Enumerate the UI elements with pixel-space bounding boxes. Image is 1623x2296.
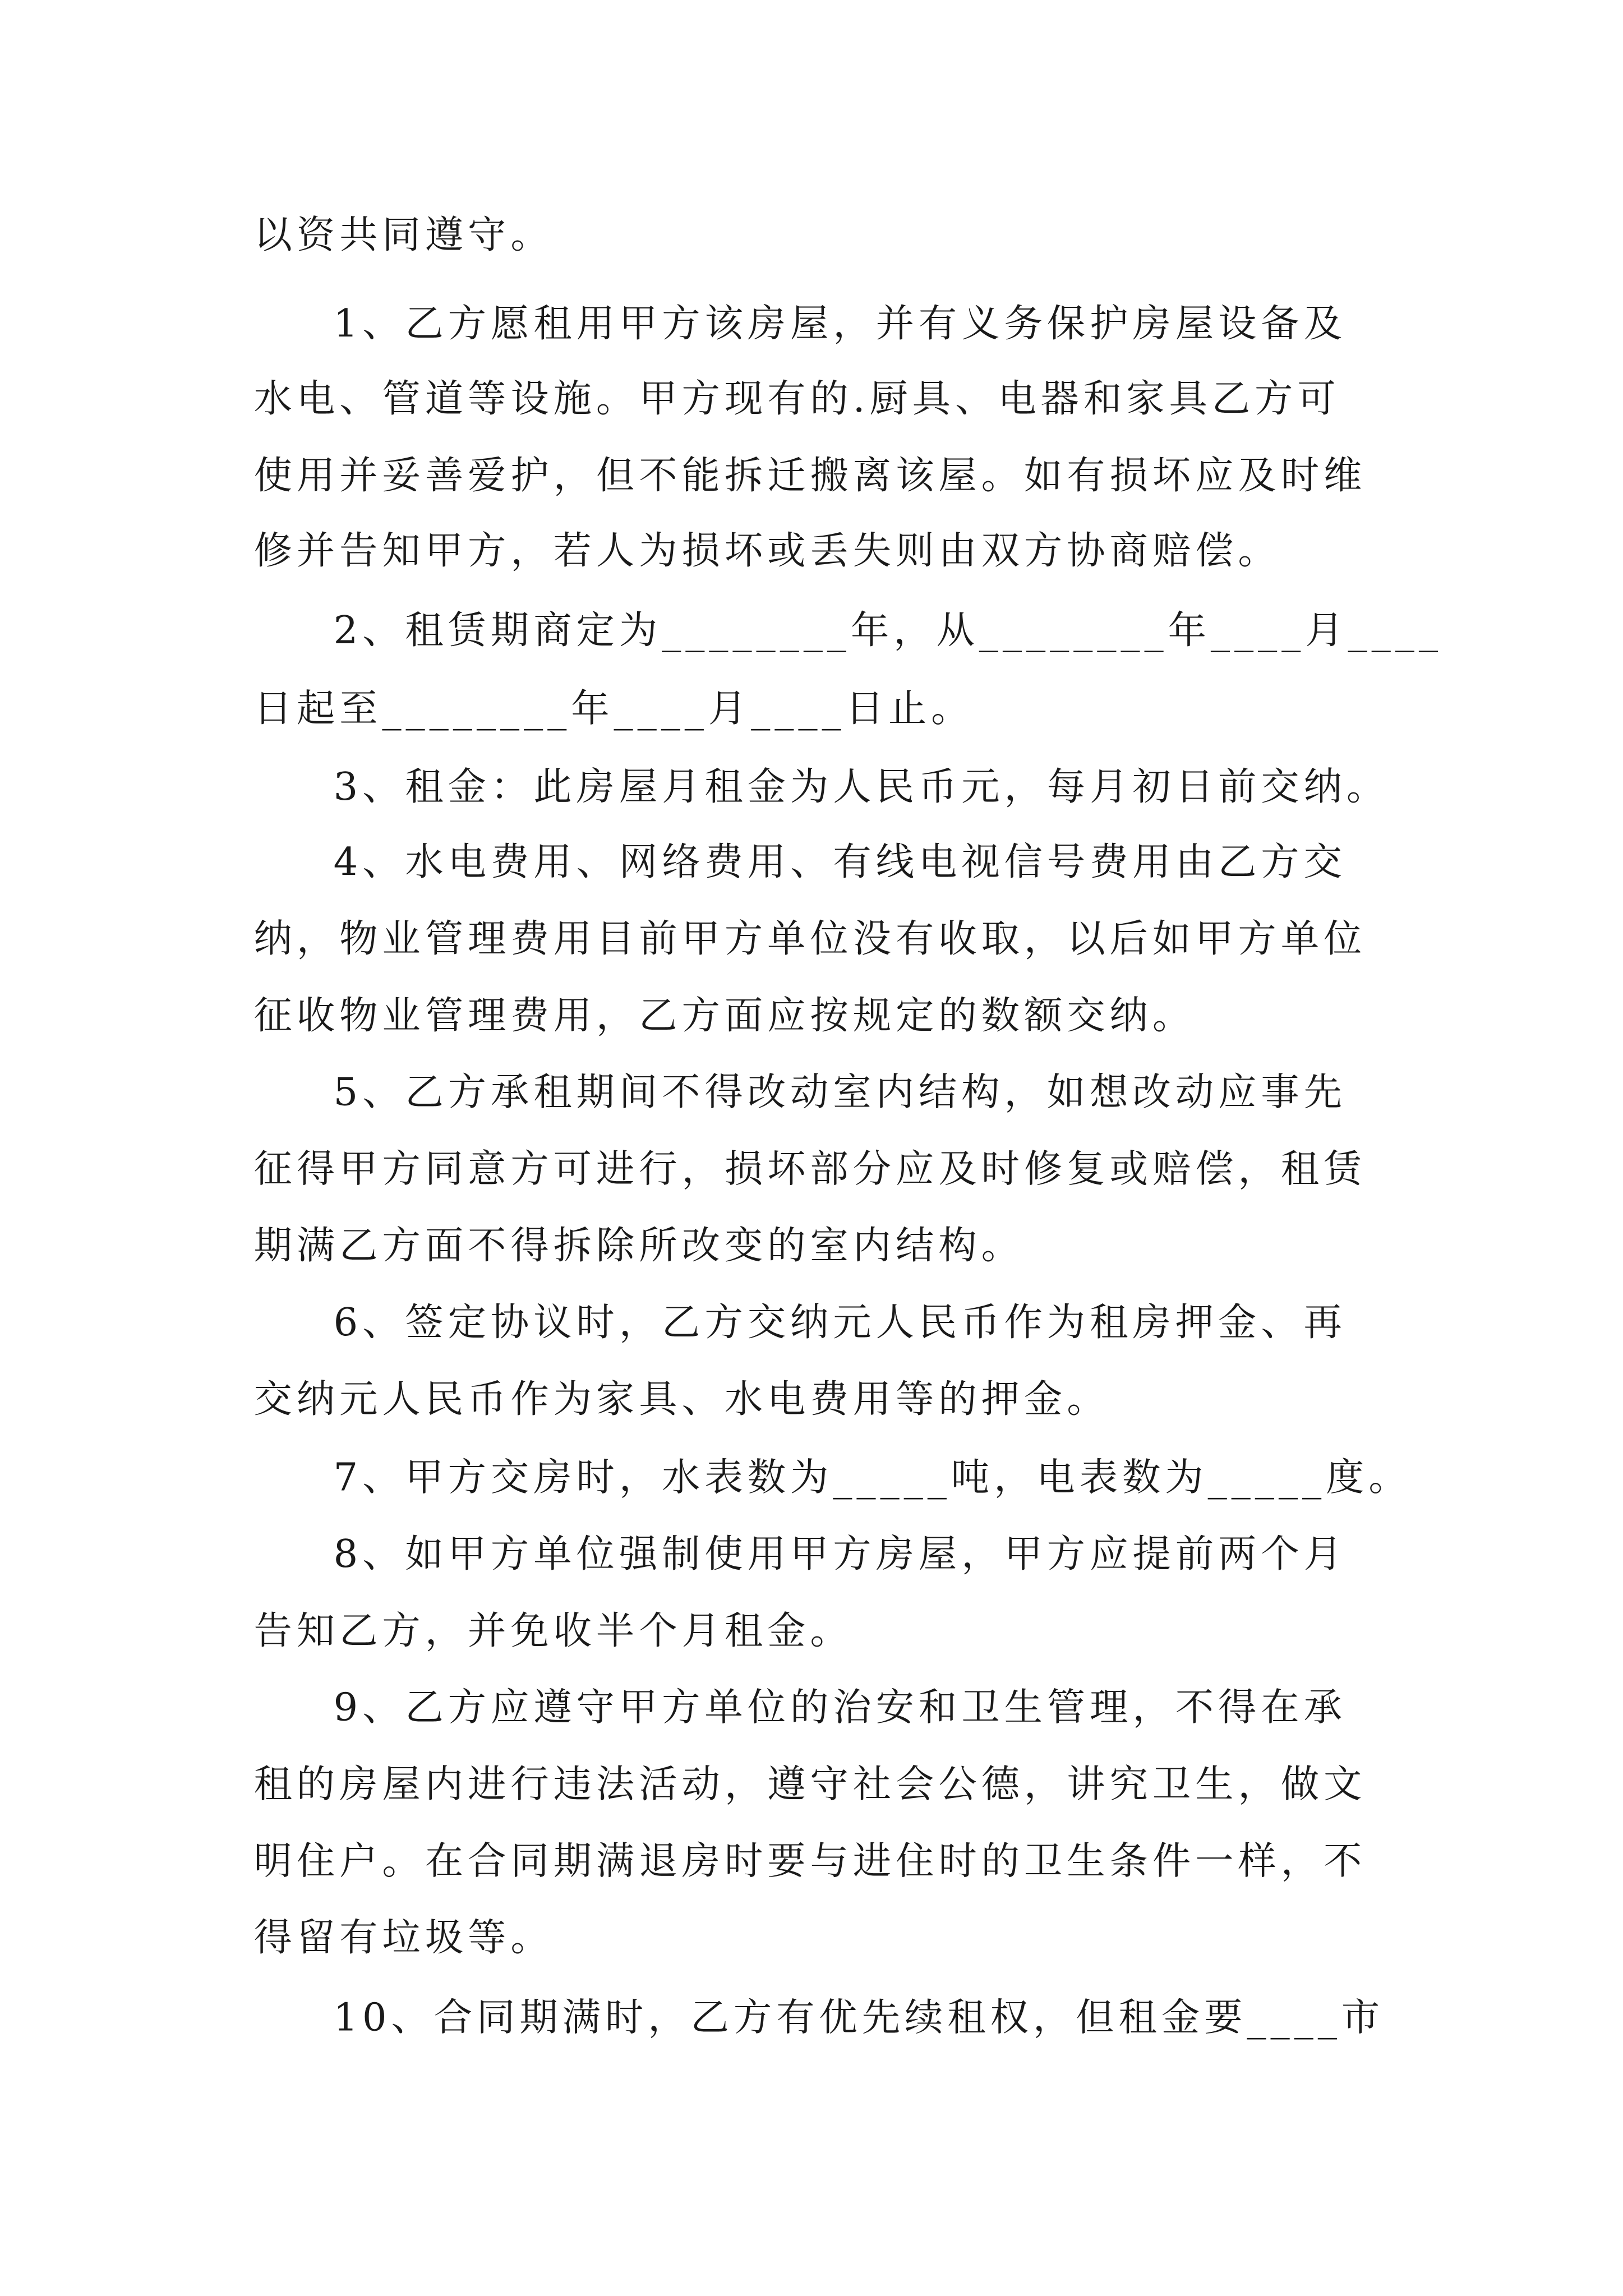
- clause-5-line: 5、乙方承租期间不得改动室内结构，如想改动应事先: [333, 1071, 1347, 1116]
- text-line: 征得甲方同意方可进行，损坏部分应及时修复或赔偿，租赁: [253, 1147, 1367, 1192]
- text-line: 水电、管道等设施。甲方现有的.厨具、电器和家具乙方可: [253, 377, 1340, 422]
- text-line: 使用并妥善爱护，但不能拆迁搬离该屋。如有损坏应及时维: [253, 454, 1367, 499]
- clause-8-line: 8、如甲方单位强制使用甲方房屋，甲方应提前两个月: [333, 1533, 1347, 1578]
- clause-2-line: 2、租赁期商定为________年，从________年____月____: [333, 609, 1442, 654]
- clause-10-line: 10、合同期满时，乙方有优先续租权，但租金要____市: [333, 1996, 1385, 2041]
- clause-7-line: 7、甲方交房时，水表数为_____吨，电表数为_____度。: [333, 1456, 1412, 1501]
- text-line: 纳，物业管理费用目前甲方单位没有收取，以后如甲方单位: [253, 918, 1367, 962]
- clause-3-line: 3、租金：此房屋月租金为人民币元，每月初日前交纳。: [333, 766, 1390, 810]
- text-line: 租的房屋内进行违法活动，遵守社会公德，讲究卫生，做文: [253, 1763, 1367, 1808]
- clause-6-line: 6、签定协议时，乙方交纳元人民币作为租房押金、再: [333, 1301, 1347, 1346]
- clause-4-line: 4、水电费用、网络费用、有线电视信号费用由乙方交: [333, 841, 1347, 886]
- clause-9-line: 9、乙方应遵守甲方单位的治安和卫生管理，不得在承: [333, 1686, 1347, 1731]
- text-line: 交纳元人民币作为家具、水电费用等的押金。: [253, 1378, 1110, 1423]
- text-line: 日起至________年____月____日止。: [253, 688, 974, 732]
- text-line: 征收物业管理费用，乙方面应按规定的数额交纳。: [253, 994, 1196, 1039]
- text-line: 期满乙方面不得拆除所改变的室内结构。: [253, 1224, 1024, 1269]
- text-line: 得留有垃圾等。: [253, 1916, 554, 1961]
- text-line: 告知乙方，并免收半个月租金。: [253, 1610, 853, 1654]
- text-line: 修并告知甲方，若人为损坏或丢失则由双方协商赔偿。: [253, 529, 1281, 574]
- text-line: 以资共同遵守。: [253, 214, 554, 259]
- clause-1-line: 1、乙方愿租用甲方该房屋，并有义务保护房屋设备及: [333, 302, 1347, 347]
- text-line: 明住户。在合同期满退房时要与进住时的卫生条件一样，不: [253, 1839, 1367, 1884]
